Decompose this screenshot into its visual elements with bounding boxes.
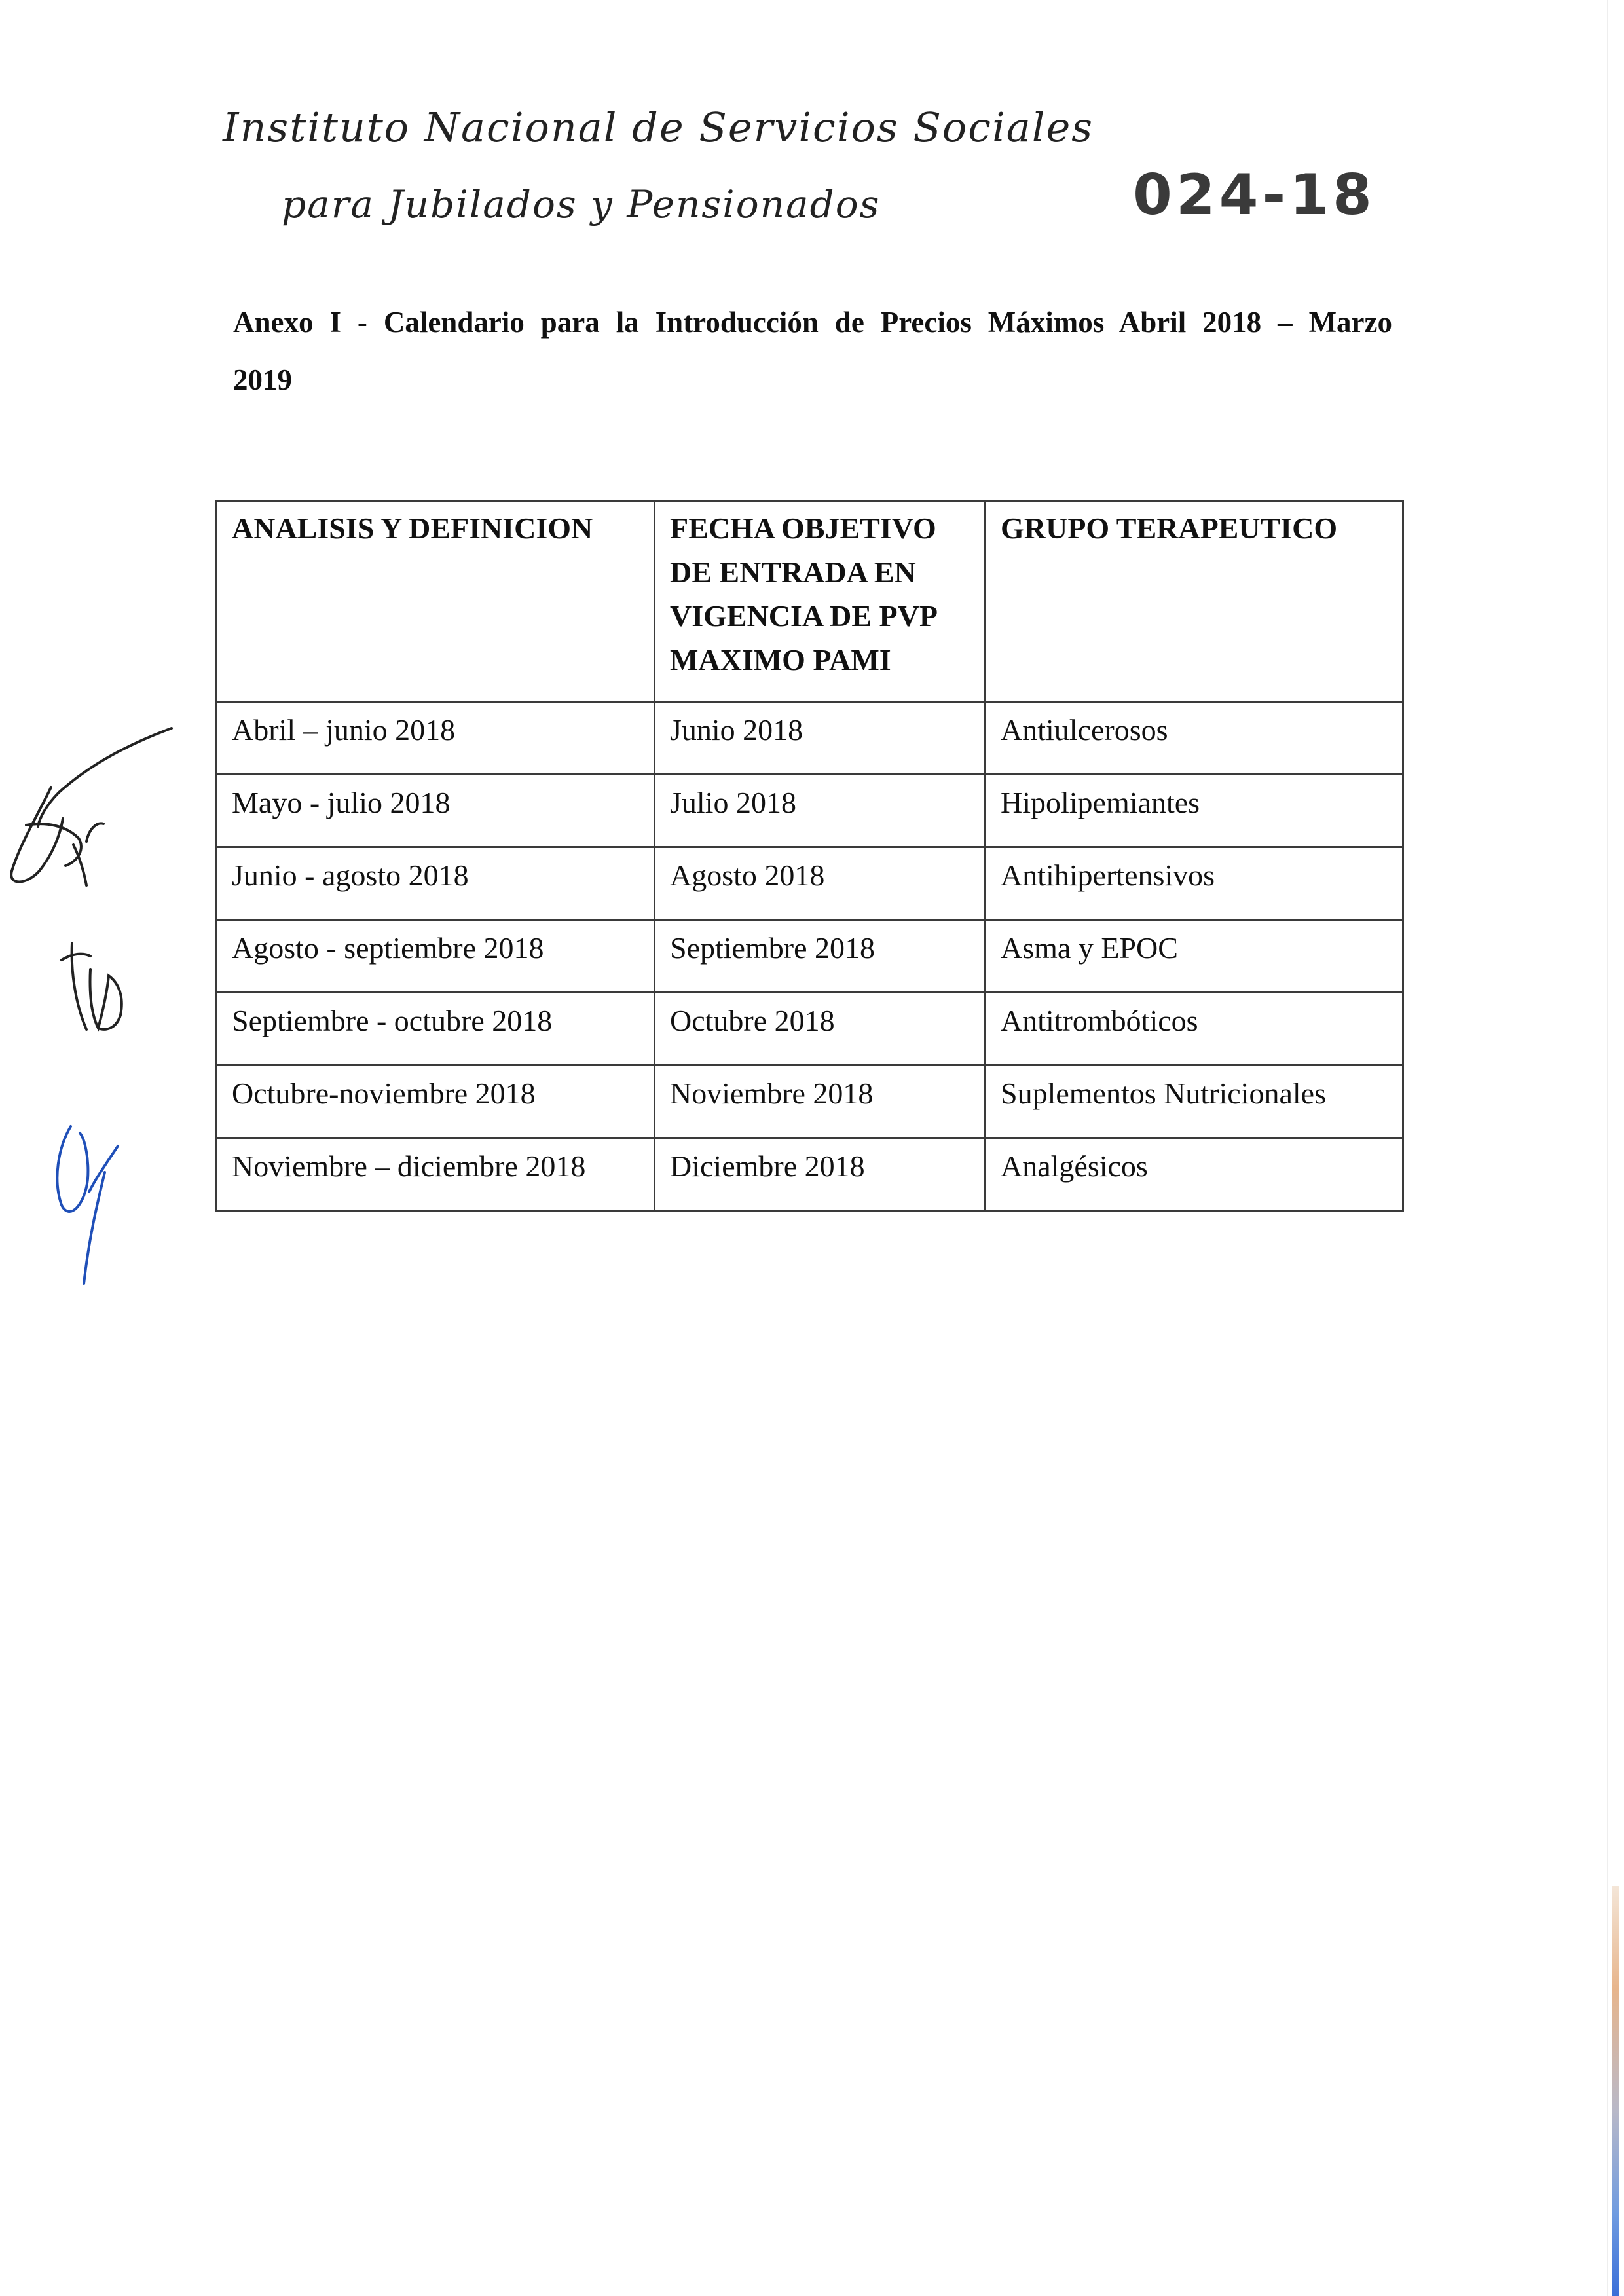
cell-grupo: Hipolipemiantes [986, 775, 1403, 847]
table-row [217, 847, 1403, 920]
table-row [217, 1065, 1403, 1138]
signature-initials-1 [0, 714, 183, 891]
table-row [217, 920, 1403, 993]
table-header-row [217, 502, 1403, 702]
table-row [217, 775, 1403, 847]
letterhead-line-2: para Jubilados y Pensionados [282, 182, 881, 227]
table-row [217, 993, 1403, 1065]
cell-analisis: Agosto - septiembre 2018 [217, 920, 655, 993]
cell-analisis: Noviembre – diciembre 2018 [217, 1138, 655, 1211]
cell-fecha: Octubre 2018 [655, 993, 986, 1065]
table-row [217, 702, 1403, 775]
column-header-grupo-terapeutico: GRUPO TERAPEUTICO [986, 502, 1403, 702]
document-title: Anexo I - Calendario para la Introducción de Precios Máximos Abril 2018 – Marzo 2019 [233, 306, 1392, 396]
cell-fecha: Junio 2018 [655, 702, 986, 775]
cell-analisis: Abril – junio 2018 [217, 702, 655, 775]
cell-grupo: Antihipertensivos [986, 847, 1403, 920]
cell-analisis: Octubre-noviembre 2018 [217, 1065, 655, 1138]
price-calendar-table [215, 500, 1404, 1212]
letterhead-line-1: Instituto Nacional de Servicios Sociales [223, 103, 1094, 151]
cell-grupo: Suplementos Nutricionales [986, 1065, 1403, 1138]
column-header-fecha-objetivo: FECHA OBJETIVO DE ENTRADA EN VIGENCIA DE PVP MAXIMO PAMI [655, 502, 986, 702]
scan-edge-line [1607, 0, 1608, 2296]
cell-fecha: Agosto 2018 [655, 847, 986, 920]
table-row [217, 1138, 1403, 1211]
cell-grupo: Antitrombóticos [986, 993, 1403, 1065]
cell-fecha: Julio 2018 [655, 775, 986, 847]
cell-fecha: Septiembre 2018 [655, 920, 986, 993]
resolution-number-stamp: 024-18 [1133, 162, 1376, 228]
cell-grupo: Asma y EPOC [986, 920, 1403, 993]
cell-grupo: Analgésicos [986, 1138, 1403, 1211]
cell-grupo: Antiulcerosos [986, 702, 1403, 775]
cell-fecha: Diciembre 2018 [655, 1138, 986, 1211]
scan-edge-artifact [1612, 1886, 1619, 2296]
signature-initials-2 [52, 930, 144, 1041]
cell-analisis: Septiembre - octubre 2018 [217, 993, 655, 1065]
cell-analisis: Mayo - julio 2018 [217, 775, 655, 847]
cell-analisis: Junio - agosto 2018 [217, 847, 655, 920]
signature-initials-3 [33, 1107, 138, 1297]
cell-fecha: Noviembre 2018 [655, 1065, 986, 1138]
column-header-analisis: ANALISIS Y DEFINICION [217, 502, 655, 702]
